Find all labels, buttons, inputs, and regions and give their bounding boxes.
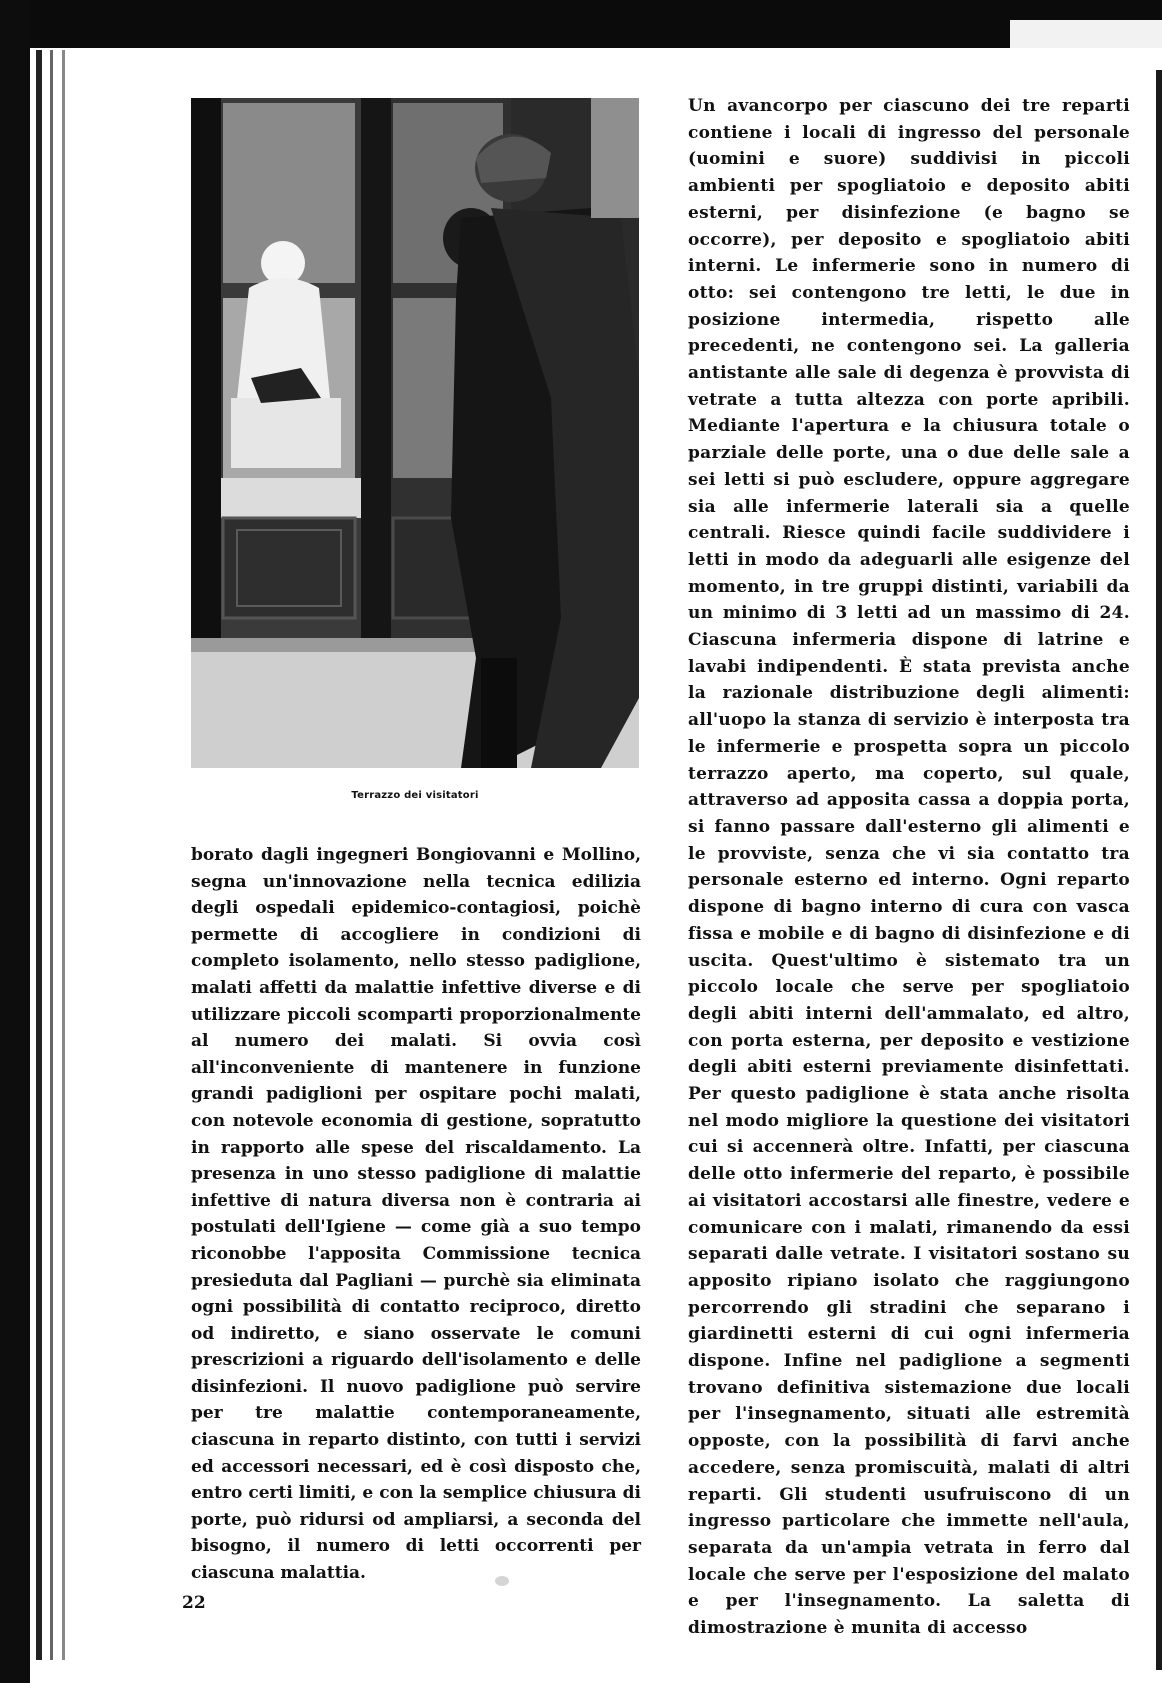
photo-illustration — [191, 98, 639, 768]
book-spine-edge — [50, 50, 53, 1660]
photo-caption: Terrazzo dei visitatori — [351, 790, 479, 801]
scan-border-right — [1156, 70, 1162, 1670]
scan-border-top — [0, 0, 1162, 48]
scan-border-left — [0, 0, 30, 1683]
scan-border-notch — [1010, 20, 1162, 48]
book-spine-edge — [36, 50, 42, 1660]
photo-visitor-terrace — [191, 98, 639, 768]
body-text-right-column: Un avancorpo per ciascuno dei tre reparti contiene i locali di ingresso del personale (uomini e suore) suddivisi in piccoli ambienti per spogliatoio e deposito abiti esterni, per disinfezione (e bagno se occorre), per deposito e spogliatoio abiti interni. Le infermerie sono in numero di otto: sei contengono tre letti, le due in posizione intermedia, rispetto alle precedenti, ne contengono sei. La galleria antistante alle sale di degenza è provvista di vetrate a tutta altezza con porte apribili. Mediante l'apertura e la chiusura totale o parziale delle porte, una o due delle sale a sei letti si può escludere, oppure aggregare sia alle infermerie laterali sia a quelle centrali. Riesce quindi facile suddividere i letti in modo da adeguarli alle esigenze del momento, in tre gruppi distinti, variabili da un minimo di 3 letti ad un massimo di 24. Ciascuna infermeria dispone di latrine e lavabi indipendenti. È stata prevista anche la razionale distribuzione degli alimenti: all'uopo la stanza di servizio è interposta tra le infermerie e prospetta sopra un piccolo terrazzo aperto, ma coperto, sul quale, attraverso ad apposita cassa a doppia porta, si fanno passare dall'esterno gli alimenti e le provviste, senza che vi sia contatto tra personale esterno ed interno. Ogni reparto dispone di bagno interno di cura con vasca fissa e mobile e di bagno di disinfezione e di uscita. Quest'ultimo è sistemato tra un piccolo locale che serve per spogliatoio degli abiti interni dell'ammalato, ed altro, con porta esterna, per deposito e vestizione degli abiti esterni previamente disinfettati. Per questo padiglione è stata anche risolta nel modo migliore la questione dei visitatori cui si accennerà oltre. Infatti, per ciascuna delle otto infermerie del reparto, è possibile ai visitatori accostarsi alle finestre, vedere e comunicare con i malati, rimanendo da essi separati dalle vetrate. I visitatori sostano su apposito ripiano isolato che raggiungono percorrendo gli stradini che separano i giardinetti esterni di cui ogni infermeria dispone. Infine nel padiglione a segmenti trovano definitiva sistemazione due locali per l'insegnamento, situati alle estremità opposte, con la possibilità di farvi anche accedere, senza promiscuità, malati di altri reparti. Gli studenti usufruiscono di un ingresso particolare che immette nell'aula, separata da un'ampia vetrata in ferro dal locale che serve per l'esposizione del malato e per l'insegnamento. La saletta di dimostrazione è munita di accesso — [688, 96, 1130, 1639]
body-text-left-column: borato dagli ingegneri Bongiovanni e Mollino, segna un'innovazione nella tecnica edilizia degli ospedali epidemico-contagiosi, poichè permette di accogliere in condizioni di completo isolamento, nello stesso padiglione, malati affetti da malattie infettive diverse e di utilizzare piccoli scomparti proporzionalmente al numero dei malati. Si ovvia così all'inconveniente di mantenere in funzione grandi padiglioni per ospitare pochi malati, con notevole economia di gestione, sopratutto in rapporto alle spese del riscaldamento. La presenza in uno stesso padiglione di malattie infettive di natura diversa non è contraria ai postulati dell'Igiene — come già a suo tempo riconobbe l'apposita Commissione tecnica presieduta dal Pagliani — purchè sia eliminata ogni possibilità di contatto reciproco, diretto od indiretto, e siano osservate le comuni prescrizioni a riguardo dell'isolamento e delle disinfezioni. Il nuovo padiglione può servire per tre malattie contemporaneamente, ciascuna in reparto distinto, con tutti i servizi ed accessori necessari, ed è così disposto che, entro certi limiti, e con la semplice chiusura di porte, può ridursi od ampliarsi, a seconda del bisogno, il numero di letti occorrenti per ciascuna malattia. — [191, 845, 641, 1584]
page-number: 22 — [182, 1593, 206, 1613]
document-page — [70, 48, 1156, 1668]
scan-smudge — [495, 1576, 509, 1586]
book-spine-edge — [62, 50, 65, 1660]
